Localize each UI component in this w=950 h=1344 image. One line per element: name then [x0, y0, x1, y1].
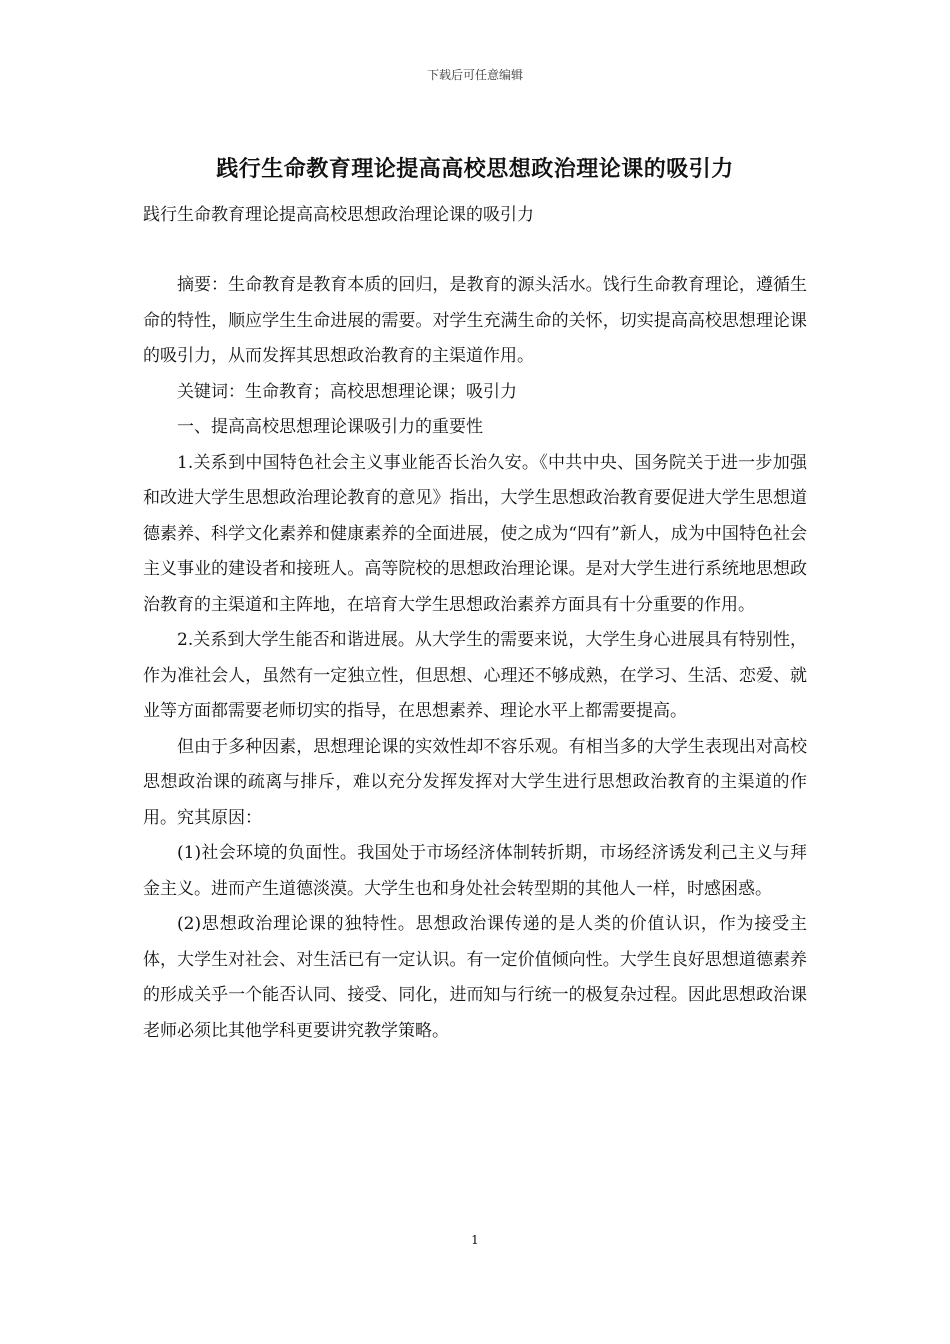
keywords-paragraph: 关键词：生命教育；高校思想理论课；吸引力	[177, 381, 517, 402]
document-title: 践行生命教育理论提高高校思想政治理论课的吸引力	[216, 156, 734, 182]
header-note: 下载后可任意编辑	[426, 68, 523, 82]
body-paragraph: 1.关系到中国特色社会主义事业能否长治久安。《中共中央、国务院关于进一步加强和改进大学生思想政治理论教育的意见》指出，大学生思想政治教育要促进大学生思想道德素养、科学文化素养和健康素养的全面进展，使之成为“四有”新人，成为中国特色社会主义事业的建设者和接班人。高等院校的思想政治理论课。是对大学生进行系统地思想政治教育的主渠道和主阵地，在培育大学生思想政治素养方面具有十分重要的作用。	[143, 452, 807, 615]
page-number: 1	[471, 1233, 479, 1247]
document-body	[143, 268, 807, 1049]
abstract-paragraph: 摘要：生命教育是教育本质的回归，是教育的源头活水。饯行生命教育理论，遵循生命的特性，顺应学生生命进展的需要。对学生充满生命的关怀，切实提高高校思想理论课的吸引力，从而发挥其思想政治教育的主渠道作用。	[143, 275, 807, 366]
document-subtitle: 践行生命教育理论提高高校思想政治理论课的吸引力	[143, 205, 534, 225]
body-paragraph: 2.关系到大学生能否和谐进展。从大学生的需要来说，大学生身心进展具有特别性，作为准社会人，虽然有一定独立性，但思想、心理还不够成熟，在学习、生活、恋爱、就业等方面都需要老师切实的指导，在思想素养、理论水平上都需要提高。	[143, 630, 807, 721]
section-heading: 一、提高高校思想理论课吸引力的重要性	[177, 417, 483, 437]
body-paragraph: 但由于多种因素，思想理论课的实效性却不容乐观。有相当多的大学生表现出对高校思想政治课的疏离与排斥，难以充分发挥发挥对大学生进行思想政治教育的主渠道的作用。究其原因：	[143, 736, 807, 828]
body-paragraph: (2)思想政治理论课的独特性。思想政治课传递的是人类的价值认识，作为接受主体，大学生对社会、对生活已有一定认识。有一定价值倾向性。大学生良好思想道德素养的形成关乎一个能否认同、接受、同化，进而知与行统一的极复杂过程。因此思想政治课老师必须比其他学科更要讲究教学策略。	[143, 914, 807, 1041]
body-paragraph: (1)社会环境的负面性。我国处于市场经济体制转折期，市场经济诱发利己主义与拜金主义。进而产生道德淡漠。大学生也和身处社会转型期的其他人一样，时感困惑。	[143, 843, 807, 899]
